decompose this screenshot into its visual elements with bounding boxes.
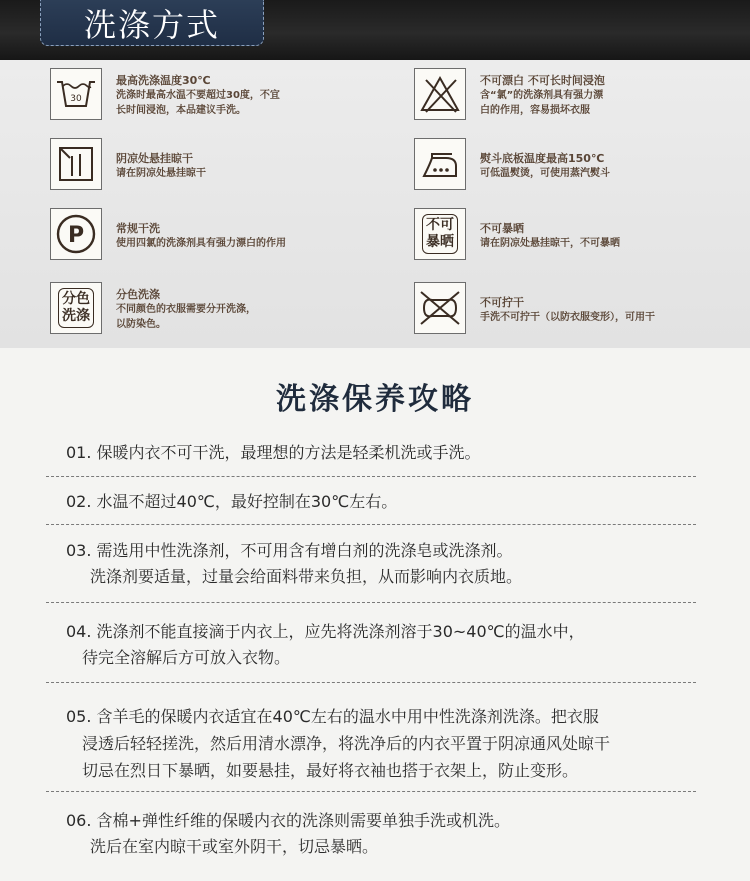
care-desc-line: 使用四氯的洗涤剂具有强力漂白的作用 <box>116 238 286 249</box>
care-item-no-bleach <box>414 68 714 124</box>
icon-text-line: 洗涤 <box>62 308 90 324</box>
tip-item <box>66 808 706 860</box>
care-desc-line: 以防染色。 <box>116 319 166 330</box>
care-desc-line: 白的作用，容易损坏衣服 <box>480 105 590 116</box>
tip-line: 洗涤剂要适量，过量会给面料带来负担，从而影响内衣质地。 <box>90 567 523 586</box>
no-bleach-icon <box>414 68 466 120</box>
care-desc-line: 长时间浸泡，本品建议手洗。 <box>116 105 246 116</box>
care-item-no-wring <box>414 282 714 338</box>
tip-line: 04. 洗涤剂不能直接滴于内衣上，应先将洗涤剂溶于30~40℃的温水中， <box>66 622 585 641</box>
care-desc-line: 含“氯”的洗涤剂具有强力漂 <box>480 90 604 101</box>
care-desc-line: 手洗不可拧干（以防衣服变形），可用干 <box>480 312 655 323</box>
care-desc-line: 请在阴凉处悬挂晾干 <box>116 168 206 179</box>
divider <box>46 791 696 792</box>
care-item-iron-150 <box>414 138 714 194</box>
tip-line: 01. 保暖内衣不可干洗，最理想的方法是轻柔机洗或手洗。 <box>66 443 481 462</box>
icon-text-line: 不可 <box>426 217 454 233</box>
care-symbols-panel <box>0 60 750 348</box>
tip-item <box>66 619 706 671</box>
tip-line: 05. 含羊毛的保暖内衣适宜在40℃左右的温水中用中性洗涤剂洗涤。把衣服 <box>66 707 599 726</box>
divider <box>46 524 696 525</box>
care-item-no-sun <box>414 208 714 264</box>
care-title: 熨斗底板温度最高150℃ <box>480 152 605 165</box>
care-desc-line: 请在阴凉处悬挂晾干，不可暴晒 <box>480 238 620 249</box>
tip-item <box>66 489 706 515</box>
separate-wash-icon <box>50 282 102 334</box>
header-bar <box>0 0 750 60</box>
tip-line: 切忌在烈日下暴晒，如要悬挂，最好将衣袖也搭于衣架上，防止变形。 <box>82 761 579 780</box>
divider <box>46 682 696 683</box>
svg-text:P: P <box>67 223 85 248</box>
dry-clean-p-icon <box>50 208 102 260</box>
no-wring-icon <box>414 282 466 334</box>
tip-line: 06. 含棉+弹性纤维的保暖内衣的洗涤则需要单独手洗或机洗。 <box>66 811 510 830</box>
tip-line: 浸透后轻轻搓洗，然后用清水漂净，将洗净后的内衣平置于阴凉通风处晾干 <box>82 734 611 753</box>
icon-text-line: 暴晒 <box>426 234 454 250</box>
care-guide-section <box>0 348 750 881</box>
care-desc-line: 可低温熨烫，可使用蒸汽熨斗 <box>480 168 610 179</box>
shade-dry-icon <box>50 138 102 190</box>
care-item-wash-30 <box>50 68 340 124</box>
care-item-separate-wash <box>50 282 340 338</box>
wash-30-icon <box>50 68 102 120</box>
tip-item <box>66 703 706 784</box>
divider <box>46 476 696 477</box>
care-title: 不可拧干 <box>480 296 524 309</box>
tip-line: 02. 水温不超过40℃，最好控制在30℃左右。 <box>66 492 398 511</box>
iron-150-icon <box>414 138 466 190</box>
guide-title: 洗涤保养攻略 <box>276 382 474 417</box>
tip-item <box>66 440 706 466</box>
tip-line: 洗后在室内晾干或室外阴干，切忌暴晒。 <box>90 837 379 856</box>
tip-line: 03. 需选用中性洗涤剂，不可用含有增白剂的洗涤皂或洗涤剂。 <box>66 541 513 560</box>
care-desc-line: 洗涤时最高水温不要超过30度，不宜 <box>116 90 280 101</box>
page-title: 洗涤方式 <box>83 5 220 44</box>
care-title: 常规干洗 <box>116 222 160 235</box>
care-title: 阴凉处悬挂晾干 <box>116 152 193 165</box>
care-item-shade-dry <box>50 138 340 194</box>
care-title: 不可漂白 不可长时间浸泡 <box>480 74 605 87</box>
icon-text-line: 分色 <box>62 291 90 307</box>
tip-line: 待完全溶解后方可放入衣物。 <box>82 648 291 667</box>
care-title: 不可暴晒 <box>480 222 524 235</box>
wash-temp-label: 30 <box>70 94 82 104</box>
no-sun-icon <box>414 208 466 260</box>
care-title: 分色洗涤 <box>116 288 160 301</box>
care-desc-line: 不同颜色的衣服需要分开洗涤， <box>116 304 256 315</box>
header-tab <box>40 0 264 46</box>
tip-item <box>66 538 706 590</box>
care-item-dry-clean <box>50 208 340 264</box>
care-title: 最高洗涤温度30℃ <box>116 74 211 87</box>
divider <box>46 602 696 603</box>
